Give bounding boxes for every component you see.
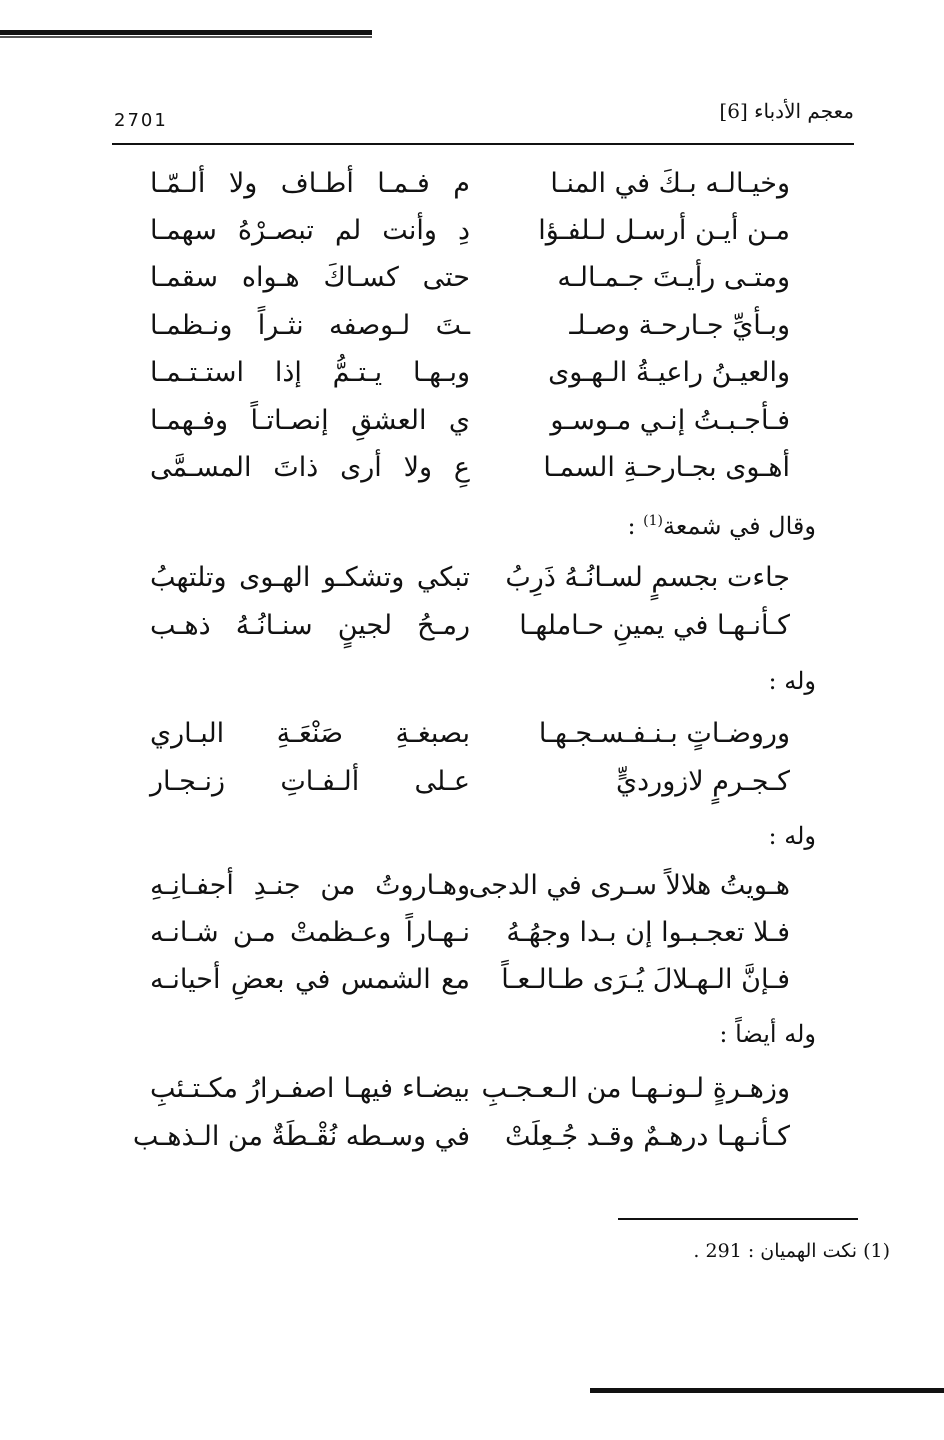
verse-line xyxy=(150,917,790,963)
verse-line xyxy=(150,718,790,764)
second-hemistich: حتى كسـاكَ هـواه سقمـا xyxy=(150,262,470,293)
second-hemistich: وبـهـا يـتـمُّ إذا استـتـمـا xyxy=(150,357,470,388)
intro-colon: : xyxy=(627,512,644,540)
scan-edge-bottom xyxy=(590,1388,944,1393)
verse-line xyxy=(150,1073,790,1119)
verse-line xyxy=(150,262,790,308)
running-head: معجم الأدباء [6] xyxy=(719,99,854,123)
second-hemistich: في وسـطه نُقْـطَةٌ من الـذهـب xyxy=(132,1121,470,1152)
second-hemistich: تبكي وتشكـو الهـوى وتلتهبُ xyxy=(150,562,470,593)
verse-line xyxy=(150,168,790,214)
page-number: 2701 xyxy=(114,110,168,131)
footnote: (1) نكت الهميان : 291 . xyxy=(693,1240,890,1262)
second-hemistich: مع الشمس في بعضِ أحيانـه xyxy=(150,964,470,995)
intro-text: وقال في شمعة xyxy=(663,512,816,540)
second-hemistich: وهـاروتُ من جنـدِ أجفـانِـهِ xyxy=(150,870,470,901)
second-hemistich: نـهـاراً وعـظمتْ مـن شـانـه xyxy=(150,917,470,948)
first-hemistich: وزهـرةٍ لـونـهـا من الـعـجـبِ xyxy=(481,1073,790,1104)
verse-line xyxy=(150,452,790,498)
second-hemistich: رمـحُ لجينٍ سنـانُـهُ ذهـب xyxy=(150,610,470,641)
scan-edge-top-shadow xyxy=(0,36,372,38)
poem-intro: وله : xyxy=(768,667,816,695)
second-hemistich: بيضـاء فيهـا اصفـرارُ مكـتـئبِ xyxy=(150,1073,470,1104)
verse-line xyxy=(150,357,790,403)
first-hemistich: وخيـالـه بـكَ في المنـا xyxy=(550,168,790,199)
footnote-rule xyxy=(618,1218,858,1220)
second-hemistich: ي العشقِ إنصـاتـاً وفـهمـا xyxy=(150,405,470,436)
second-hemistich: بصبغـةِ صَنْعَـةِ البـاري xyxy=(150,718,470,749)
first-hemistich: ومتـى رأيـتَ جـمـالـه xyxy=(557,262,790,293)
first-hemistich: كـأنـهـا في يمينِ حـاملهـا xyxy=(519,610,790,641)
poem-intro xyxy=(627,512,816,540)
first-hemistich: مـن أيـن أرسـل لـلفـؤا xyxy=(538,215,790,246)
verse-line xyxy=(150,562,790,608)
second-hemistich: م فـمـا أطـاف ولا ألـمّـا xyxy=(150,168,470,199)
footnote-ref: (1) xyxy=(643,513,664,529)
first-hemistich: والعيـنُ راعيـةُ الـهـوى xyxy=(548,357,790,388)
verse-line xyxy=(150,870,790,916)
verse-line xyxy=(150,215,790,261)
poem-intro: وله : xyxy=(768,822,816,850)
first-hemistich: فـإنَّ الـهـلالَ يُـرَى طـالـعـاً xyxy=(501,964,790,995)
verse-line xyxy=(150,310,790,356)
first-hemistich: أهـوى بجـارحـةِ السمـا xyxy=(543,452,790,483)
verse-line xyxy=(132,1121,790,1167)
first-hemistich: كـأنـهـا درهـمٌ وقـد جُـعِلَتْ xyxy=(504,1121,790,1152)
first-hemistich: وروضـاتٍ بـنـفـسـجـهـا xyxy=(538,718,790,749)
verse-line xyxy=(150,405,790,451)
second-hemistich: دِ وأنت لم تبصـرْهُ سهمـا xyxy=(150,215,470,246)
first-hemistich: وبـأيِّ جـارحـة وصـلـ xyxy=(569,310,790,341)
second-hemistich: ـتَ لـوصفه نثـراً ونـظمـا xyxy=(150,310,470,341)
first-hemistich: هـويتُ هلالاً سـرى في الدجى xyxy=(468,870,790,901)
header-rule xyxy=(112,143,854,145)
poem-intro: وله أيضاً : xyxy=(719,1020,816,1048)
first-hemistich: فـأجـبـتُ إنـي مـوسـو xyxy=(550,405,790,436)
verse-line xyxy=(150,964,790,1010)
first-hemistich: كـجـرمٍ لازورديٍّ xyxy=(616,766,790,797)
second-hemistich: عـلى ألـفـاتِ زنـجـار xyxy=(150,766,470,797)
scan-edge-top xyxy=(0,30,372,35)
first-hemistich: فـلا تعجـبـوا إن بـدا وجهُـهُ xyxy=(506,917,790,948)
first-hemistich: جاءت بجسمٍ لسـانُـهُ ذَرِبُ xyxy=(505,562,790,593)
verse-line xyxy=(150,766,790,812)
second-hemistich: عِ ولا أرى ذاتَ المسـمَّى xyxy=(150,452,470,483)
verse-line xyxy=(150,610,790,656)
